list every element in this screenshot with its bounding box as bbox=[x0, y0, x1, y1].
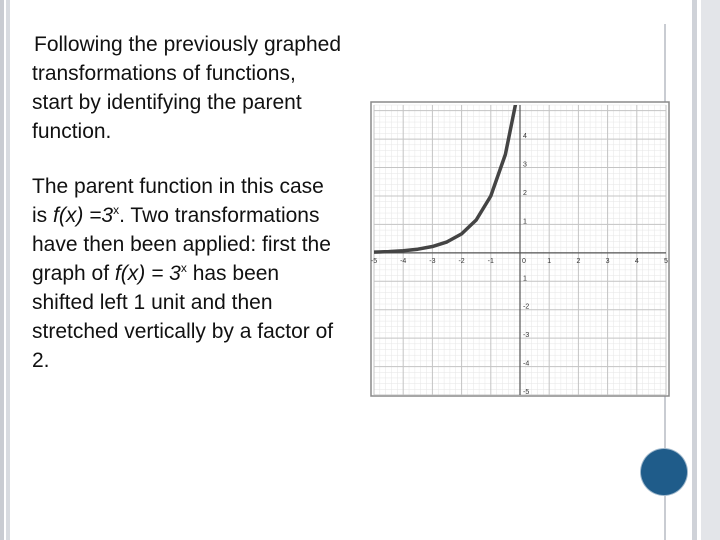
x-tick-label: 3 bbox=[605, 257, 610, 265]
x-tick-label: 0 bbox=[522, 257, 526, 265]
x-tick-label: -4 bbox=[400, 257, 407, 265]
y-tick-label: -3 bbox=[523, 332, 530, 340]
slide-text bbox=[32, 30, 342, 375]
y-tick-label: 2 bbox=[523, 189, 527, 197]
y-tick-label: -4 bbox=[523, 360, 530, 368]
y-tick-label: 3 bbox=[523, 161, 527, 169]
paragraph-intro: Following the previously graphed transformations of functions, start by identifying the parent function. bbox=[32, 33, 342, 143]
x-tick-label: -3 bbox=[429, 257, 436, 265]
connector-line-bottom bbox=[664, 496, 666, 540]
x-tick-label: -5 bbox=[370, 257, 378, 265]
exponential-graph bbox=[370, 101, 670, 397]
para2-text-2: . Two transformations have then been applied: first the graph of bbox=[32, 204, 331, 285]
y-tick-label: -2 bbox=[523, 303, 530, 311]
x-tick-label: 5 bbox=[664, 257, 668, 265]
x-tick-label: -2 bbox=[458, 257, 465, 265]
x-tick-label: 2 bbox=[576, 257, 581, 265]
x-tick-label: 1 bbox=[547, 257, 552, 265]
fx-notation-1: f(x) bbox=[53, 204, 84, 227]
exponent-x-2: x bbox=[180, 261, 187, 275]
y-tick-label: 1 bbox=[523, 218, 527, 226]
y-tick-label: -5 bbox=[523, 389, 530, 396]
equals-three-1: =3 bbox=[83, 204, 114, 227]
right-decorative-rail bbox=[688, 0, 720, 540]
y-tick-label: 1 bbox=[523, 275, 527, 283]
equals-three-2: = 3 bbox=[145, 262, 181, 285]
exponent-x-1: x bbox=[113, 203, 120, 217]
fx-notation-2: f(x) bbox=[114, 262, 146, 285]
x-tick-label: 4 bbox=[634, 257, 639, 265]
y-tick-label: 4 bbox=[523, 133, 527, 141]
para2-text-1: The parent function in this case is bbox=[32, 175, 324, 227]
accent-circle bbox=[641, 449, 687, 495]
x-tick-label: -1 bbox=[487, 257, 494, 265]
para2-text-3: has been shifted left 1 unit and then stretched vertically by a factor of 2. bbox=[32, 262, 334, 372]
graph-panel bbox=[370, 101, 670, 397]
paragraph-explanation bbox=[32, 172, 342, 375]
left-decorative-rail bbox=[0, 0, 10, 540]
